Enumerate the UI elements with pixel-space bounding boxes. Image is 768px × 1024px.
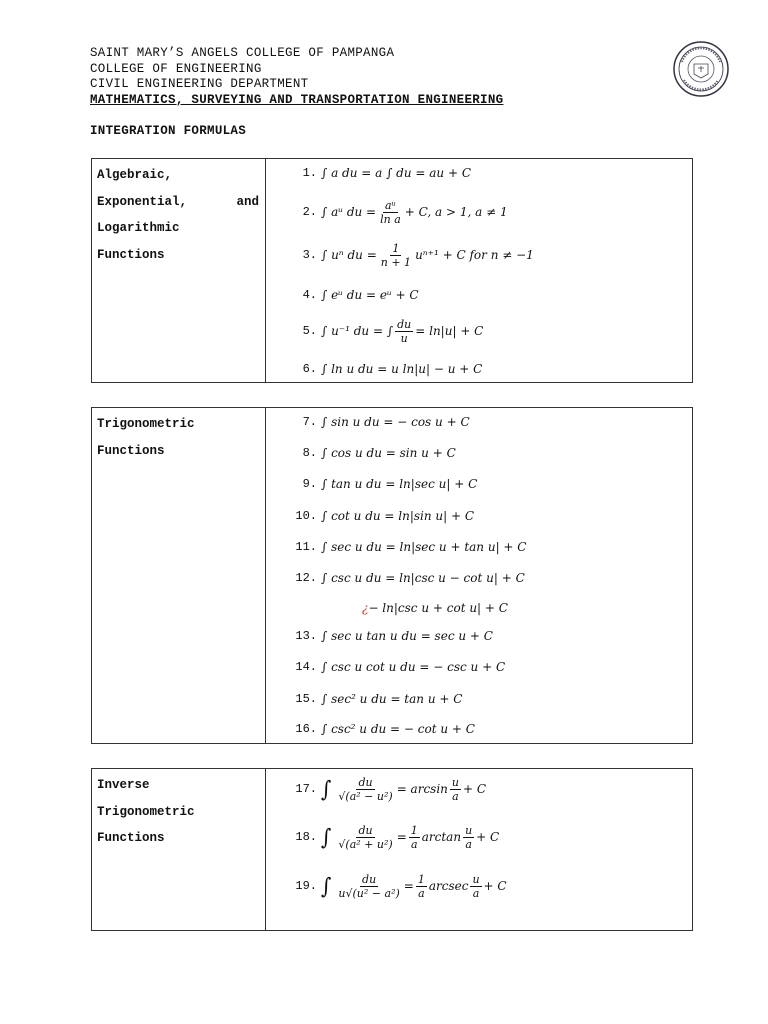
- numerator: u: [451, 775, 459, 789]
- formula-12-alternate: [362, 596, 508, 620]
- college-of-engineering: COLLEGE OF ENGINEERING: [90, 61, 262, 76]
- formula-expression: [321, 824, 499, 851]
- numerator: 1: [392, 241, 400, 255]
- fraction: [416, 873, 427, 900]
- formula-19: [287, 868, 507, 904]
- category-word: and: [236, 194, 259, 209]
- formula-number: 18.: [295, 830, 317, 844]
- formula-part: uⁿ⁺¹ + C for n ≠ −1: [415, 248, 534, 262]
- category-cell: [92, 159, 266, 382]
- formula-number: 9.: [302, 477, 317, 491]
- denominator: a: [472, 886, 480, 900]
- formula-4: [287, 283, 419, 307]
- denominator: √(a² − u²): [338, 789, 393, 803]
- formula-expression: ∫ cos u du = sin u + C: [321, 446, 456, 460]
- category-word: Functions: [97, 443, 165, 458]
- denominator: u√(u² − a²): [338, 886, 400, 900]
- formula-number: 16.: [295, 722, 317, 736]
- fraction: [379, 242, 413, 269]
- formula-9: [287, 472, 477, 496]
- formula-number: 15.: [295, 692, 317, 706]
- formula-part: + C: [476, 830, 500, 844]
- formula-expression: ∫ tan u du = ln|sec u| + C: [321, 477, 478, 491]
- formula-expression: ∫ sec u du = ln|sec u + tan u| + C: [321, 540, 527, 554]
- college-seal-logo: [672, 40, 730, 98]
- numerator: u: [465, 823, 473, 837]
- formula-expression: ∫ cot u du = ln|sin u| + C: [321, 509, 475, 523]
- error-glyph: ¿: [362, 601, 369, 615]
- formula-number: 12.: [295, 571, 317, 585]
- formula-number: 8.: [302, 446, 317, 460]
- category-cell: [92, 408, 266, 743]
- numerator: aᵘ: [384, 198, 396, 212]
- formula-expression: [321, 873, 507, 900]
- formula-part: =: [403, 879, 414, 893]
- formula-part: =: [396, 830, 407, 844]
- formula-expression: ∫ csc u du = ln|csc u − cot u| + C: [321, 571, 525, 585]
- formula-number: 7.: [302, 415, 317, 429]
- formula-expression: ∫ eᵘ du = eᵘ + C: [321, 288, 419, 302]
- fraction: [470, 873, 481, 900]
- formula-expression: ∫ sec u tan u du = sec u + C: [321, 629, 493, 643]
- formula-expression: ∫ sec² u du = tan u + C: [321, 692, 463, 706]
- fraction: [336, 873, 401, 900]
- formula-expression: ∫ csc u cot u du = − csc u + C: [321, 660, 506, 674]
- denominator: a: [410, 837, 418, 851]
- category-word: Exponential,: [97, 194, 188, 209]
- formula-expression: ∫ a du = a ∫ du = au + C: [321, 166, 472, 180]
- formula-6: [287, 357, 482, 381]
- numerator: du: [358, 775, 373, 789]
- formula-14: [287, 655, 505, 679]
- formula-3: [287, 240, 534, 270]
- category-word: Functions: [97, 247, 165, 262]
- formula-part: = arcsin: [396, 782, 448, 796]
- formula-number: 10.: [295, 509, 317, 523]
- formula-number: 11.: [295, 540, 317, 554]
- numerator: du: [362, 872, 377, 886]
- category-word: Inverse: [97, 778, 150, 792]
- category-word: Functions: [97, 831, 165, 845]
- category-label: [97, 162, 259, 268]
- integral-sign: ∫: [321, 872, 332, 900]
- formula-expression: [321, 776, 486, 803]
- integral-sign: ∫: [321, 823, 332, 851]
- formula-12: [287, 566, 525, 590]
- formula-part: ∫ aᵘ du =: [321, 205, 377, 219]
- integral-sign: ∫: [321, 775, 332, 803]
- denominator: a: [452, 789, 459, 803]
- category-cell: [92, 769, 266, 930]
- formula-16: [287, 717, 475, 741]
- formula-number: 13.: [295, 629, 317, 643]
- fraction: [463, 824, 474, 851]
- formula-expression: ∫ ln u du = u ln|u| − u + C: [321, 362, 483, 376]
- document-header: [90, 46, 503, 108]
- formula-part: + C: [463, 782, 487, 796]
- formula-expression: ∫ sin u du = − cos u + C: [321, 415, 470, 429]
- denominator: ln a: [380, 212, 401, 226]
- subject-area: MATHEMATICS, SURVEYING AND TRANSPORTATION ENGINEERING: [90, 92, 504, 107]
- formula-11: [287, 535, 526, 559]
- formula-part: + C: [483, 879, 507, 893]
- denominator: n + 1: [380, 255, 412, 269]
- trigonometric-section: [91, 407, 693, 744]
- page-title: INTEGRATION FORMULAS: [90, 124, 247, 138]
- formula-expression: [321, 318, 483, 345]
- denominator: u: [400, 331, 408, 345]
- formula-10: [287, 504, 474, 528]
- formula-expression: [321, 242, 534, 269]
- numerator: du: [397, 317, 412, 331]
- numerator: 1: [417, 872, 425, 886]
- formula-7: [287, 410, 470, 434]
- category-line: [97, 189, 259, 216]
- fraction: [336, 776, 394, 803]
- fraction: [378, 199, 403, 226]
- formula-number: 17.: [295, 782, 317, 796]
- fraction: [409, 824, 420, 851]
- college-name: SAINT MARY’S ANGELS COLLEGE OF PAMPANGA: [90, 46, 395, 60]
- formula-15: [287, 687, 462, 711]
- algebraic-section: [91, 158, 693, 383]
- formula-5: [287, 316, 483, 346]
- formula-number: 19.: [295, 879, 317, 893]
- formula-2: [287, 197, 508, 227]
- fraction: [395, 318, 413, 345]
- category-word: Trigonometric: [97, 417, 195, 431]
- formula-13: [287, 624, 493, 648]
- category-word: Logarithmic: [97, 221, 180, 235]
- formula-expression: − ln|csc u + cot u| + C: [368, 601, 508, 615]
- category-word: Algebraic,: [97, 168, 173, 182]
- category-label: [97, 772, 259, 852]
- formula-part: ∫ u⁻¹ du = ∫: [321, 324, 394, 338]
- formula-number: 5.: [302, 324, 317, 338]
- numerator: u: [472, 872, 480, 886]
- category-label: [97, 411, 259, 464]
- numerator: du: [358, 823, 373, 837]
- numerator: 1: [410, 823, 418, 837]
- fraction: [450, 776, 461, 803]
- inverse-trig-section: [91, 768, 693, 931]
- formula-18: [287, 819, 499, 855]
- formula-number: 1.: [302, 166, 317, 180]
- formula-number: 14.: [295, 660, 317, 674]
- formula-part: = ln|u| + C: [415, 324, 484, 338]
- formula-number: 6.: [302, 362, 317, 376]
- denominator: a: [418, 886, 425, 900]
- formula-number: 3.: [302, 248, 317, 262]
- category-word: Trigonometric: [97, 804, 195, 819]
- formula-part: + C, a > 1, a ≠ 1: [404, 205, 508, 219]
- fraction: [336, 824, 394, 851]
- formula-part: ∫ uⁿ du =: [321, 248, 377, 262]
- formula-17: [287, 771, 486, 807]
- formula-part: arctan: [421, 830, 462, 844]
- formula-expression: ∫ csc² u du = − cot u + C: [321, 722, 475, 736]
- denominator: √(a² + u²): [338, 837, 393, 851]
- formula-part: arcsec: [428, 879, 469, 893]
- formula-number: 2.: [302, 205, 317, 219]
- formula-expression: [321, 199, 508, 226]
- department-name: CIVIL ENGINEERING DEPARTMENT: [90, 77, 309, 91]
- formula-1: [287, 161, 471, 185]
- formula-8: [287, 441, 456, 465]
- denominator: a: [465, 837, 472, 851]
- formula-number: 4.: [302, 288, 317, 302]
